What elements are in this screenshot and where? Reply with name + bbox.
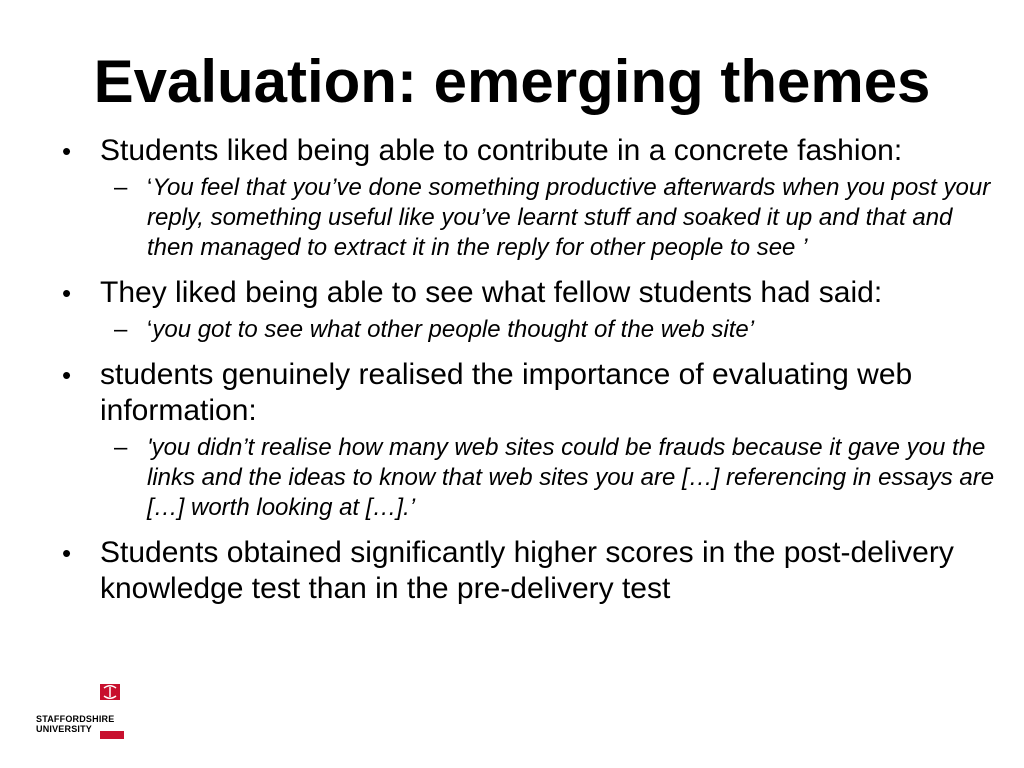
logo-line-1: STAFFORDSHIRE [36, 714, 115, 724]
quote-text: 'you didn’t realise how many web sites could be frauds because it gave you the links and the ideas to know that web sites you are […] referencing in essays are […] worth looking at […].’ [147, 434, 995, 521]
slide-content [62, 133, 1002, 607]
knot-emblem-icon [100, 684, 120, 700]
bullet-item [62, 275, 1002, 311]
slide-title: Evaluation: emerging themes [93, 48, 931, 115]
bullet-item [62, 357, 1002, 429]
sub-quote [114, 315, 1002, 345]
bullet-icon: • [62, 136, 72, 166]
bullet-text: Students obtained significantly higher scores in the post-delivery knowledge test than in the pre-delivery test [100, 536, 954, 605]
dash-icon: – [114, 174, 128, 201]
quote-text: You feel that you’ve done something productive afterwards when you post your reply, something useful like you’ve learnt stuff and soaked it up and that and then managed to extract it in the reply for other people to see ’ [147, 174, 991, 261]
bullet-icon: • [62, 360, 72, 390]
bullet-icon: • [62, 278, 72, 308]
dash-icon: – [114, 316, 128, 343]
bullet-item [62, 535, 1002, 607]
quote-open: ‘ [147, 316, 153, 343]
bullet-icon: • [62, 538, 72, 568]
bullet-text: Students liked being able to contribute in a concrete fashion: [100, 134, 903, 167]
dash-icon: – [114, 434, 128, 461]
quote-text: you got to see what other people thought of the web site’ [152, 316, 755, 343]
quote-open: ‘ [147, 174, 153, 201]
bullet-text: students genuinely realised the importance of evaluating web information: [100, 358, 913, 427]
bullet-text: They liked being able to see what fellow students had said: [100, 276, 883, 309]
university-logo [36, 684, 136, 744]
sub-quote [114, 173, 1002, 263]
logo-red-bar [100, 731, 124, 739]
bullet-item [62, 133, 1002, 169]
sub-quote [114, 433, 1002, 523]
logo-line-2: UNIVERSITY [36, 724, 93, 734]
